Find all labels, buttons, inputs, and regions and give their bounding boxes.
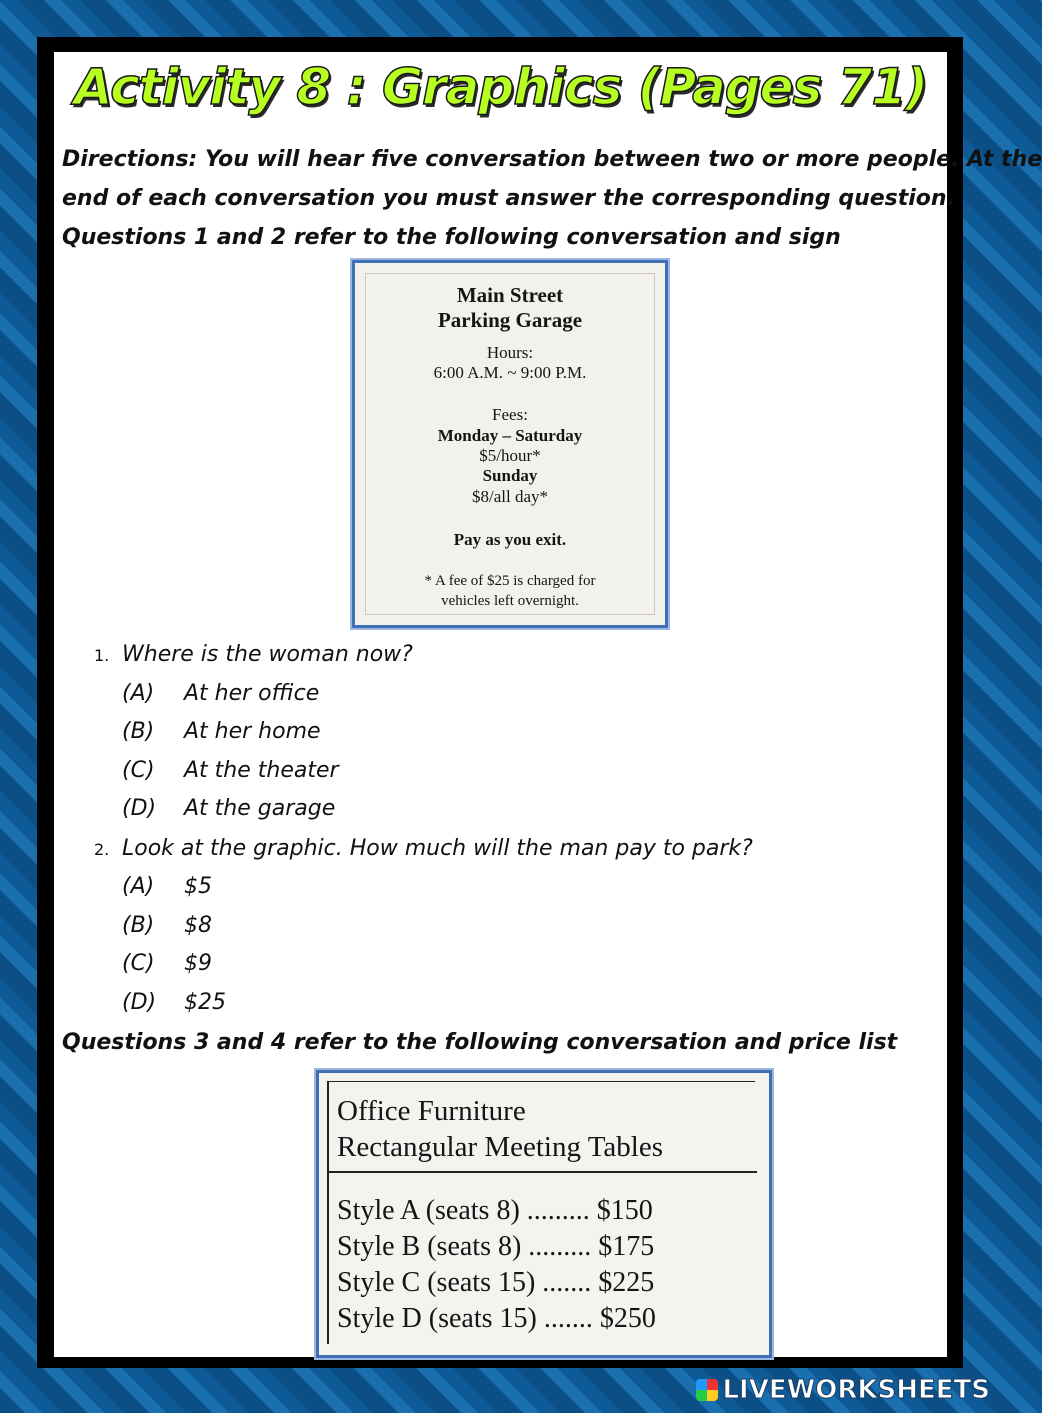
- option-letter: (A): [122, 681, 155, 706]
- sign-title-line-1: Main Street: [456, 283, 564, 307]
- sign-footnote-line-2: vehicles left overnight.: [441, 593, 579, 609]
- question-1: [94, 642, 413, 667]
- price-list-item: Style D (seats 15) ....... $250: [337, 1303, 656, 1334]
- question-number: 1.: [94, 646, 110, 665]
- price-list-image: [316, 1070, 772, 1358]
- sign-title-line-2: Parking Garage: [437, 308, 583, 332]
- liveworksheets-logo: LIVEWORKSHEETS: [696, 1375, 990, 1405]
- option-text: At her home: [184, 719, 321, 744]
- question-text: Look at the graphic. How much will the man pay to park?: [122, 836, 753, 861]
- sign-hours: 6:00 A.M. ~ 9:00 P.M.: [433, 363, 587, 382]
- question-2: [94, 836, 753, 861]
- directions: [62, 140, 1042, 257]
- answer-option[interactable]: [122, 874, 212, 899]
- option-letter: (B): [122, 719, 155, 744]
- price-list-item: Style A (seats 8) ......... $150: [337, 1195, 653, 1226]
- directions-line-2: end of each conversation you must answer the corresponding question.: [62, 186, 955, 211]
- option-text: $25: [184, 990, 226, 1015]
- section-1-heading: Questions 1 and 2 refer to the following conversation and sign: [62, 225, 841, 250]
- answer-option[interactable]: [122, 719, 321, 744]
- answer-option[interactable]: [122, 951, 212, 976]
- option-letter: (C): [122, 951, 155, 976]
- option-letter: (D): [122, 990, 157, 1015]
- price-list-title-1: Office Furniture: [337, 1095, 526, 1127]
- sign-weekday-fee: $5/hour*: [479, 446, 541, 465]
- price-list-title-2: Rectangular Meeting Tables: [337, 1131, 663, 1163]
- option-text: At the theater: [184, 758, 339, 783]
- sign-hours-label: Hours:: [486, 343, 534, 362]
- sign-weekday-label: Monday – Saturday: [437, 426, 583, 445]
- option-text: $9: [184, 951, 212, 976]
- logo-icon: [696, 1379, 718, 1401]
- worksheet-title: Activity 8 : Graphics (Pages 71): [73, 58, 928, 116]
- answer-option[interactable]: [122, 681, 319, 706]
- sign-footnote-line-1: * A fee of $25 is charged for: [424, 573, 596, 589]
- option-text: At her office: [184, 681, 320, 706]
- question-number: 2.: [94, 840, 110, 859]
- option-letter: (D): [122, 796, 157, 821]
- price-list-item: Style B (seats 8) ......... $175: [337, 1231, 655, 1262]
- answer-option[interactable]: [122, 758, 339, 783]
- worksheet-page: [54, 52, 1042, 1357]
- sign-pay-note: Pay as you exit.: [453, 530, 567, 549]
- price-list-item: Style C (seats 15) ....... $225: [337, 1267, 655, 1298]
- option-letter: (B): [122, 913, 155, 938]
- option-letter: (C): [122, 758, 155, 783]
- sign-sunday-label: Sunday: [482, 466, 538, 485]
- sign-fees-label: Fees:: [492, 405, 528, 424]
- parking-sign-image: [352, 260, 668, 628]
- directions-line-1: Directions: You will hear five conversation between two or more people. At the: [62, 147, 1042, 172]
- option-text: At the garage: [184, 796, 336, 821]
- option-letter: (A): [122, 874, 155, 899]
- question-text: Where is the woman now?: [122, 642, 413, 667]
- answer-option[interactable]: [122, 913, 212, 938]
- option-text: $5: [184, 874, 212, 899]
- section-2-heading: Questions 3 and 4 refer to the following conversation and price list: [62, 1030, 898, 1055]
- price-list-divider: [327, 1171, 757, 1173]
- answer-option[interactable]: [122, 990, 226, 1015]
- option-text: $8: [184, 913, 212, 938]
- answer-option[interactable]: [122, 796, 335, 821]
- sign-sunday-fee: $8/all day*: [471, 487, 548, 506]
